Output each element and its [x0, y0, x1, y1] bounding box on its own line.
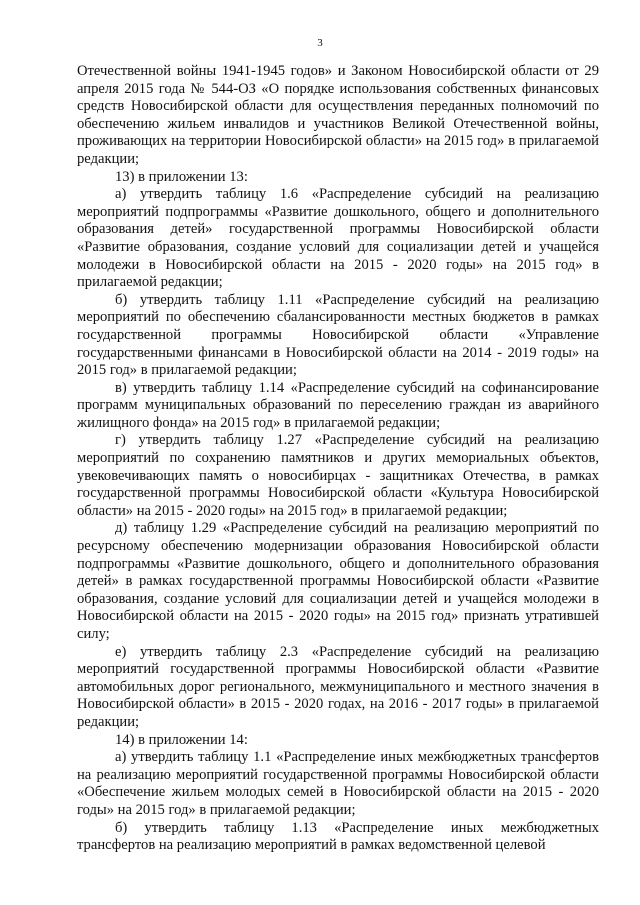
paragraph-1: Отечественной войны 1941-1945 годов» и Законом Новосибирской области от 29 апреля 2015 года № 544-ОЗ «О порядке использования собственных финансовых средств Новосибирской области для осуществления переданных полномочий по обеспечению жильем инвалидов и участников Великой Отечественной войны, проживающих на территории Новосибирской области» на 2015 год» в прилагаемой редакции; [77, 63, 599, 167]
document-body [77, 63, 599, 855]
paragraph-10: а) утвердить таблицу 1.1 «Распределение иных межбюджетных трансфертов на реализацию мероприятий государственной программы Новосибирской области «Обеспечение жильем молодых семей в Новосибирской области на 2015 - 2020 годы» на 2015 год» в прилагаемой редакции; [77, 749, 599, 818]
paragraph-5: в) утвердить таблицу 1.14 «Распределение субсидий на софинансирование программ муниципальных образований по переселению граждан из аварийного жилищного фонда» на 2015 год» в прилагаемой редакции; [77, 379, 599, 431]
paragraph-11: б) утвердить таблицу 1.13 «Распределение иных межбюджетных трансфертов на реализацию мероприятий в рамках ведомственной целевой [77, 819, 599, 854]
paragraph-4: б) утвердить таблицу 1.11 «Распределение субсидий на реализацию мероприятий по обеспечению сбалансированности местных бюджетов в рамках государственной программы Новосибирской области «Управление государственными финансами в Новосибирской области на 2014 - 2019 годы» на 2015 год» в прилагаемой редакции; [77, 291, 599, 379]
paragraph-2: 13) в приложении 13: [115, 168, 248, 185]
paragraph-8: е) утвердить таблицу 2.3 «Распределение субсидий на реализацию мероприятий государственной программы Новосибирской области «Развитие автомобильных дорог регионального, межмуниципального и местного значения в Новосибирской области» в 2015 - 2020 годах, на 2016 - 2017 годы» в прилагаемой редакции; [77, 643, 599, 730]
paragraph-7: д) таблицу 1.29 «Распределение субсидий на реализацию мероприятий по ресурсному обеспечению модернизации образования Новосибирской области подпрограммы «Развитие дошкольного, общего и дополнительного образования детей» в рамках государственной программы Новосибирской области «Развитие образования, создание условий для социализации детей и учащейся молодежи в Новосибирской области на 2015 - 2020 годы» на 2015 год» признать утратившей силу; [77, 520, 599, 642]
paragraph-6: г) утвердить таблицу 1.27 «Распределение субсидий на реализацию мероприятий по сохранению памятников и других мемориальных объектов, увековечивающих память о новосибирцах - защитниках Отечества, в рамках государственной программы Новосибирской области «Культура Новосибирской области» на 2015 - 2020 годы» на 2015 год» в прилагаемой редакции; [77, 432, 599, 519]
paragraph-9: 14) в приложении 14: [115, 731, 248, 748]
page-number: 3 [317, 37, 323, 49]
paragraph-3: а) утвердить таблицу 1.6 «Распределение субсидий на реализацию мероприятий подпрограммы «Развитие дошкольного, общего и дополнительного образования детей» государственной программы Новосибирской области «Развитие образования, создание условий для социализации детей и учащейся молодежи в Новосибирской области на 2015 - 2020 годы» на 2015 год» в прилагаемой редакции; [77, 186, 599, 291]
